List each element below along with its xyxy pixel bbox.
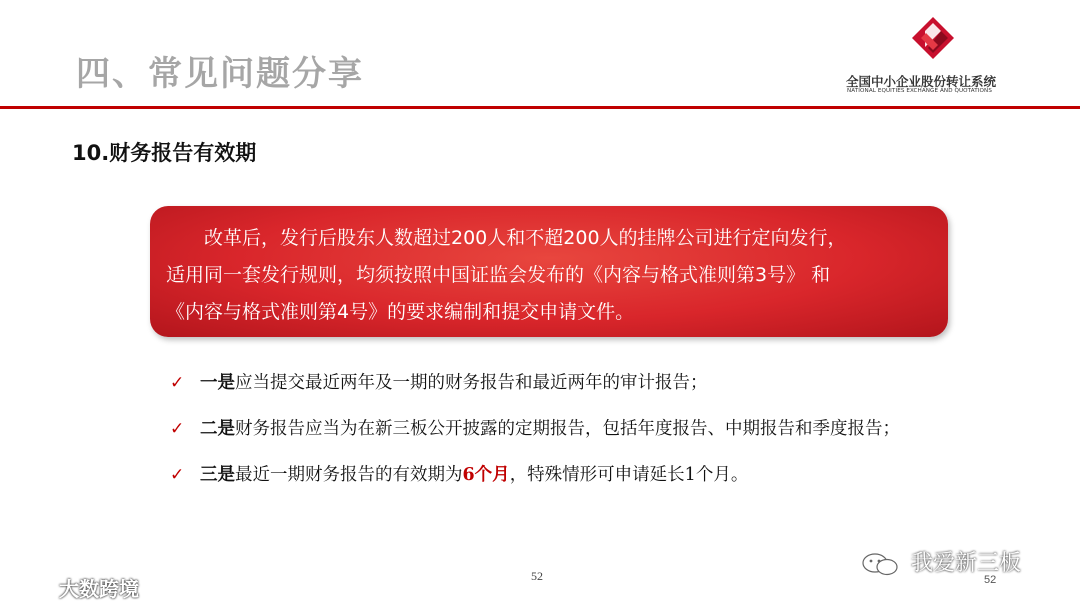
list-item-body: 财务报告应当为在新三板公开披露的定期报告，包括年度报告、中期报告和季度报告；	[235, 419, 900, 439]
logo-mark-icon	[912, 17, 954, 59]
list-item-text	[200, 364, 708, 402]
callout-line: 适用同一套发行规则，均须按照中国证监会发布的《内容与格式准则第3号》 和	[166, 264, 831, 286]
wechat-icon	[860, 551, 900, 577]
logo-chinese-name: 全国中小企业股份转让系统	[846, 74, 997, 89]
list-item	[170, 456, 1050, 494]
validity-period-highlight: 6个月	[462, 465, 510, 485]
header-divider	[0, 106, 1080, 109]
company-logo	[846, 14, 1030, 98]
callout-line: 《内容与格式准则第4号》的要求编制和提交申请文件。	[166, 301, 635, 323]
list-item-text	[200, 410, 900, 448]
list-item-body-end: ，特殊情形可申请延长1个月。	[509, 465, 749, 485]
list-item	[170, 364, 1050, 402]
list-item-text	[200, 456, 748, 494]
logo-english-name: NATIONAL EQUITIES EXCHANGE AND QUOTATIONS	[847, 88, 992, 94]
check-icon: ✓	[170, 465, 185, 485]
watermark-right-text: 我爱新三板	[911, 551, 1022, 576]
list-item-body: 最近一期财务报告的有效期为	[235, 465, 463, 485]
list-item-lead: 一是	[200, 373, 235, 393]
list-item-body: 应当提交最近两年及一期的财务报告和最近两年的审计报告；	[235, 373, 708, 393]
callout-box	[150, 206, 948, 337]
page-number: 52	[531, 569, 543, 583]
check-icon: ✓	[170, 419, 185, 439]
list-item-lead: 三是	[200, 465, 235, 485]
check-icon: ✓	[170, 373, 185, 393]
callout-line: 改革后，发行后股东人数超过200人和不超200人的挂牌公司进行定向发行，	[204, 227, 847, 249]
watermark-logo-icon	[8, 578, 52, 604]
page-number-corner: 52	[984, 574, 997, 586]
watermark-right	[860, 546, 1021, 576]
slide-subtitle: 10.财务报告有效期	[72, 141, 257, 165]
watermark-left	[8, 573, 139, 601]
list-item	[170, 410, 1050, 448]
list-item-lead: 二是	[200, 419, 235, 439]
section-title: 四、常见问题分享	[76, 54, 364, 94]
requirements-list	[170, 364, 1050, 502]
watermark-left-text: 大数跨境	[58, 577, 139, 601]
